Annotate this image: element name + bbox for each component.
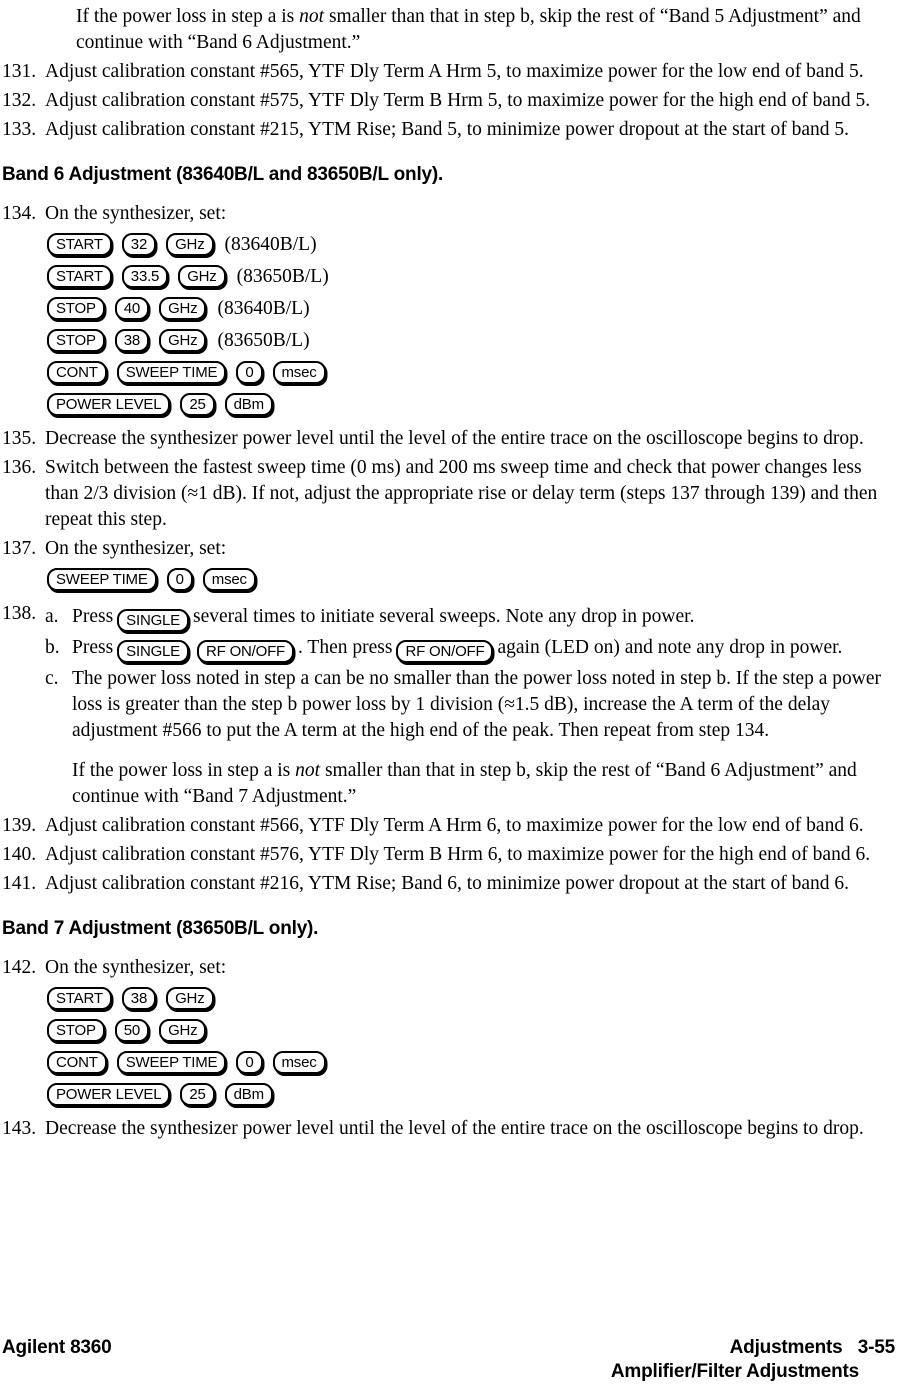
keyrow-power-level xyxy=(47,391,895,418)
step-text: On the synthesizer, set: xyxy=(45,957,227,978)
text-emphasis: not xyxy=(295,760,321,781)
step-text: On the synthesizer, set: xyxy=(45,538,227,559)
step-143 xyxy=(2,1116,895,1142)
text-segment: several times to initiate several sweeps. Note any drop in power. xyxy=(193,606,695,627)
keyrow-stop-40 xyxy=(47,295,895,322)
key-sweep-time: SWEEP TIME xyxy=(117,361,227,384)
step-text: On the synthesizer, set: xyxy=(45,203,227,224)
key-rf-on-off: RF ON/OFF xyxy=(396,640,493,663)
step-body xyxy=(45,536,895,598)
key-power-level: POWER LEVEL xyxy=(47,1083,170,1106)
key-dbm: dBm xyxy=(225,393,273,416)
footer-chapter-page: Adjustments 3-55 xyxy=(729,1337,895,1358)
step-text: Adjust calibration constant #576, YTF Dly Term B Hrm 6, to maximize power for the high end of band 6. xyxy=(45,844,871,865)
step-number: 138. xyxy=(2,603,37,624)
step-136 xyxy=(2,455,895,533)
text-segment: If the power loss in step a is xyxy=(72,760,296,781)
model-note: (83650B/L) xyxy=(236,265,329,287)
key-msec: msec xyxy=(273,361,326,384)
substep-body xyxy=(72,666,895,810)
key-33-5: 33.5 xyxy=(122,265,168,288)
step-body xyxy=(45,955,895,1113)
key-ghz: GHz xyxy=(159,1019,206,1042)
key-cont: CONT xyxy=(47,361,107,384)
key-38: 38 xyxy=(122,987,156,1010)
substep-138b xyxy=(45,635,895,663)
keyrow-stop-38 xyxy=(47,327,895,354)
text-segment: smaller than that in step b, skip the rest of “Band 6 Adjustment” and continue with “Band 7 Adjustment.” xyxy=(72,760,857,807)
substep-paragraph-2 xyxy=(72,758,895,810)
key-32: 32 xyxy=(122,233,156,256)
keyrow-stop-50 xyxy=(47,1017,895,1044)
substep-138a xyxy=(45,604,895,632)
intro-text-emphasis: not xyxy=(299,6,325,27)
key-ghz: GHz xyxy=(166,233,213,256)
page-footer xyxy=(2,1336,895,1384)
key-start: START xyxy=(47,265,112,288)
keyrow-cont-sweep xyxy=(47,359,895,386)
step-number: 134. xyxy=(2,203,37,224)
step-text: Adjust calibration constant #575, YTF Dly Term B Hrm 5, to maximize power for the high end of band 5. xyxy=(45,90,871,111)
step-text: Adjust calibration constant #215, YTM Rise; Band 5, to minimize power dropout at the start of band 5. xyxy=(45,119,850,140)
key-msec: msec xyxy=(273,1051,326,1074)
step-134 xyxy=(2,201,895,423)
step-text: Adjust calibration constant #566, YTF Dly Term A Hrm 6, to maximize power for the low end of band 6. xyxy=(45,815,864,836)
substep-label: b. xyxy=(45,637,60,658)
intro-text-pre: If the power loss in step a is xyxy=(76,6,300,27)
step-number: 141. xyxy=(2,873,37,894)
key-50: 50 xyxy=(115,1019,149,1042)
carryover-paragraph xyxy=(76,4,895,56)
step-138 xyxy=(2,601,895,810)
model-note: (83640B/L) xyxy=(217,297,310,319)
keyrow-power-level xyxy=(47,1081,895,1108)
step-number: 133. xyxy=(2,119,37,140)
key-ghz: GHz xyxy=(166,987,213,1010)
key-0: 0 xyxy=(236,361,262,384)
step-number: 142. xyxy=(2,957,37,978)
key-single: SINGLE xyxy=(117,609,189,632)
step-139 xyxy=(2,813,895,839)
text-segment: Press xyxy=(72,637,114,658)
step-number: 140. xyxy=(2,844,37,865)
footer-product: Agilent 8360 xyxy=(2,1337,112,1358)
text-segment: again (LED on) and note any drop in power. xyxy=(497,637,843,658)
keyrow-start-33-5 xyxy=(47,263,895,290)
key-stop: STOP xyxy=(47,297,105,320)
band7-heading: Band 7 Adjustment (83650B/L only). xyxy=(2,918,319,939)
key-msec: msec xyxy=(203,568,256,591)
key-0: 0 xyxy=(167,568,193,591)
key-start: START xyxy=(47,987,112,1010)
step-body xyxy=(45,201,895,423)
keyrow-cont-sweep xyxy=(47,1049,895,1076)
key-stop: STOP xyxy=(47,329,105,352)
step-text: Decrease the synthesizer power level until the level of the entire trace on the oscilloscope begins to drop. xyxy=(45,1118,864,1139)
footer-chapter-info xyxy=(611,1336,895,1384)
key-rf-on-off: RF ON/OFF xyxy=(197,640,294,663)
key-power-level: POWER LEVEL xyxy=(47,393,170,416)
intro-text-post: smaller than that in step b, skip the rest of “Band 5 Adjustment” and continue with “Band 6 Adjustment.” xyxy=(76,6,861,53)
substep-label: a. xyxy=(45,606,59,627)
key-stop: STOP xyxy=(47,1019,105,1042)
substep-paragraph-1: The power loss noted in step a can be no smaller than the power loss noted in step b. If the step a power loss is greater than the step b power loss by 1 division (≈1.5 dB), increase the A term of the delay adjustment #566 to put the A term at the high end of the peak. Then repeat from step 134. xyxy=(72,668,882,741)
key-ghz: GHz xyxy=(159,329,206,352)
key-single: SINGLE xyxy=(117,640,189,663)
key-start: START xyxy=(47,233,112,256)
step-131 xyxy=(2,59,895,85)
step-132 xyxy=(2,88,895,114)
keyrow-start-32 xyxy=(47,231,895,258)
substep-138c xyxy=(45,666,895,810)
text-segment: . Then press xyxy=(298,637,393,658)
step-135 xyxy=(2,426,895,452)
key-dbm: dBm xyxy=(225,1083,273,1106)
step-140 xyxy=(2,842,895,868)
key-ghz: GHz xyxy=(159,297,206,320)
key-25: 25 xyxy=(180,393,214,416)
model-note: (83640B/L) xyxy=(224,233,317,255)
step-137 xyxy=(2,536,895,598)
step-number: 143. xyxy=(2,1118,37,1139)
key-25: 25 xyxy=(180,1083,214,1106)
step-133 xyxy=(2,117,895,143)
text-segment: Press xyxy=(72,606,114,627)
substep-label: c. xyxy=(45,668,59,689)
key-0: 0 xyxy=(236,1051,262,1074)
keyrow-start-38 xyxy=(47,985,895,1012)
key-40: 40 xyxy=(115,297,149,320)
key-sweep-time: SWEEP TIME xyxy=(117,1051,227,1074)
key-sweep-time: SWEEP TIME xyxy=(47,568,157,591)
keyrow-sweep-time xyxy=(47,566,895,593)
step-number: 136. xyxy=(2,457,37,478)
footer-section-title: Amplifier/Filter Adjustments xyxy=(610,1361,859,1382)
model-note: (83650B/L) xyxy=(217,329,310,351)
substep-text xyxy=(72,635,895,663)
key-cont: CONT xyxy=(47,1051,107,1074)
key-ghz: GHz xyxy=(178,265,225,288)
step-number: 131. xyxy=(2,61,37,82)
key-38: 38 xyxy=(115,329,149,352)
step-142 xyxy=(2,955,895,1113)
step-141 xyxy=(2,871,895,897)
step-text: Decrease the synthesizer power level until the level of the entire trace on the oscilloscope begins to drop. xyxy=(45,428,864,449)
step-text: Adjust calibration constant #216, YTM Rise; Band 6, to minimize power dropout at the start of band 6. xyxy=(45,873,850,894)
step-number: 137. xyxy=(2,538,37,559)
step-body xyxy=(45,601,895,810)
step-number: 139. xyxy=(2,815,37,836)
step-text: Adjust calibration constant #565, YTF Dly Term A Hrm 5, to maximize power for the low end of band 5. xyxy=(45,61,864,82)
step-number: 135. xyxy=(2,428,37,449)
step-text: Switch between the fastest sweep time (0 ms) and 200 ms sweep time and check that power changes less than 2/3 division (≈1 dB). If not, adjust the appropriate rise or delay term (steps 137 through 139) and then repeat this step. xyxy=(45,457,878,530)
step-number: 132. xyxy=(2,90,37,111)
substep-text xyxy=(72,604,895,632)
band6-heading: Band 6 Adjustment (83640B/L and 83650B/L only). xyxy=(2,164,444,185)
